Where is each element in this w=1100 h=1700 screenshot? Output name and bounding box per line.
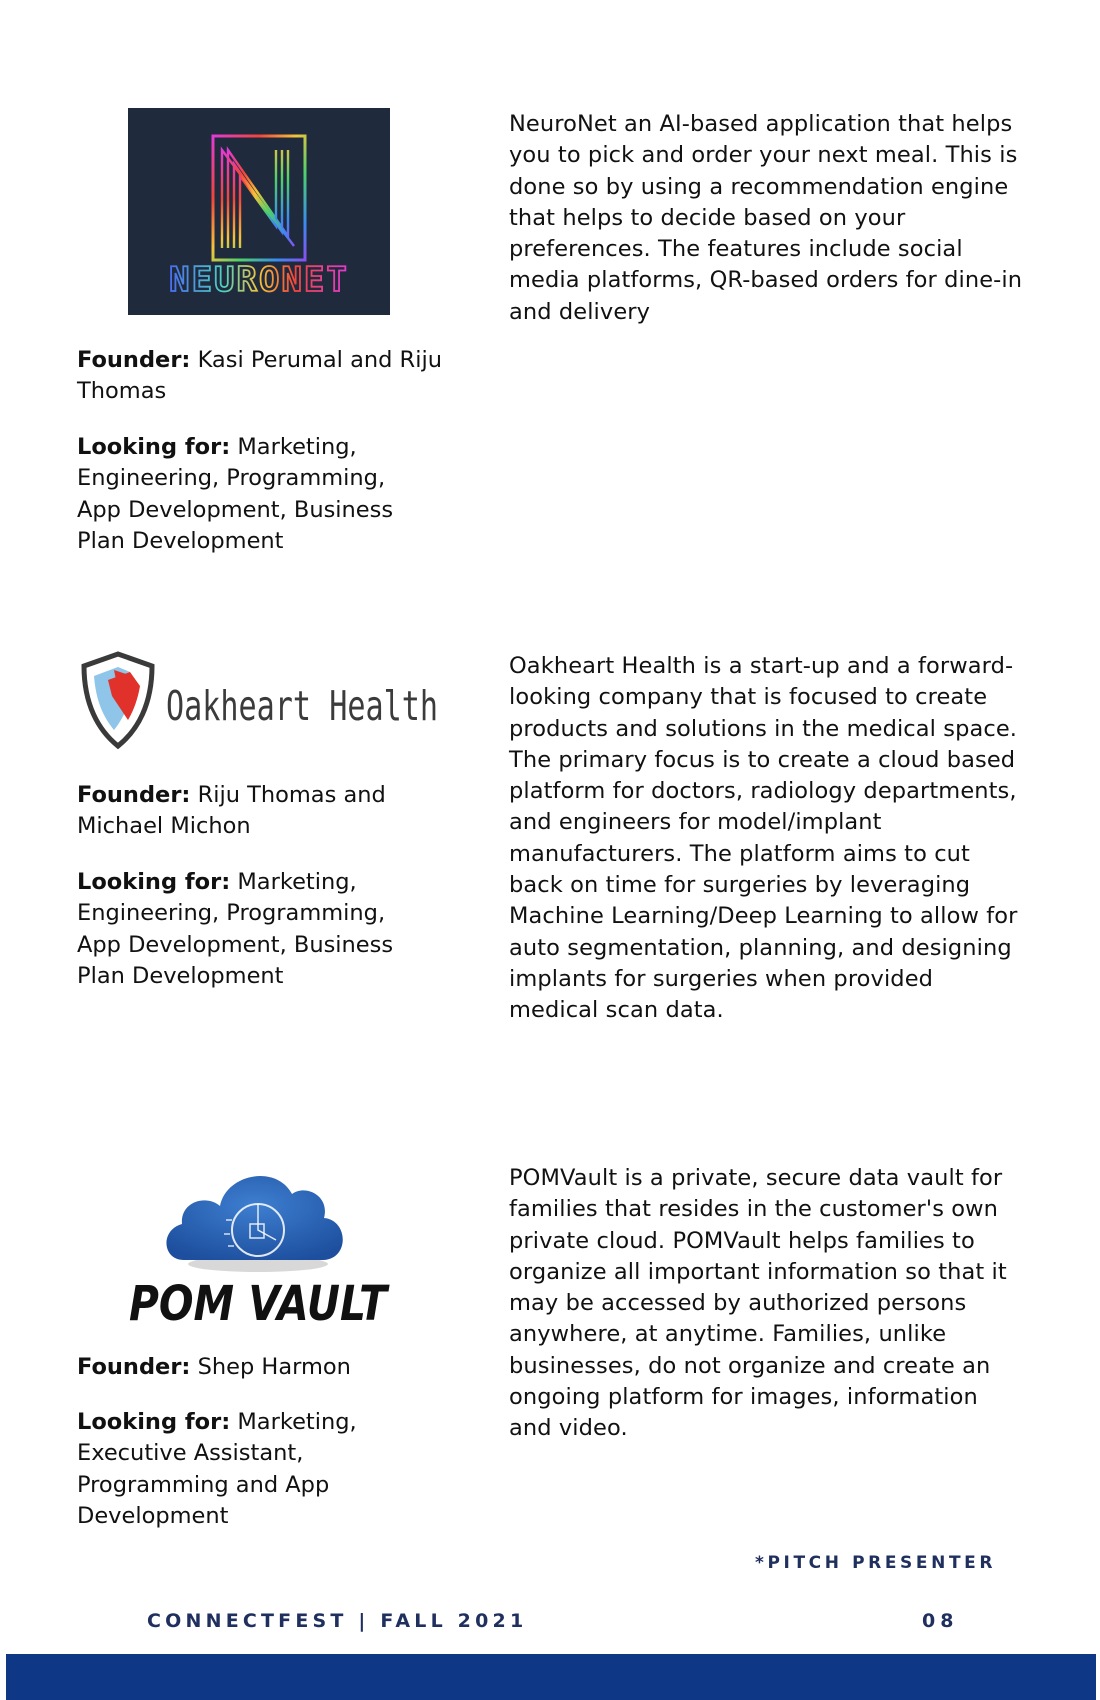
founder-label: Founder: (77, 347, 191, 373)
looking-for-label: Looking for: (77, 1409, 231, 1435)
neuronet-logo (128, 108, 390, 315)
footer-bar (6, 1654, 1096, 1700)
pomvault-description: POMVault is a private, secure data vault for families that resides in the customer's own private cloud. POMVault helps families to organize all important information so that it may be accessed by authorized persons anywhere, at anytime. Families, unlike businesses, do not organize and create an ongoing platform for images, information and video. (509, 1165, 1007, 1442)
founder-names: Shep Harmon (190, 1354, 351, 1380)
looking-for-label: Looking for: (77, 434, 231, 460)
founder-label: Founder: (77, 782, 191, 808)
looking-for-roles: Marketing, Engineering, Programming, App Development, Business Plan Development (77, 869, 394, 989)
cloud-icon (166, 1176, 342, 1272)
pomvault-wordmark: POM VAULT (129, 1276, 390, 1332)
oakheart-looking-for (77, 867, 427, 992)
neuronet-founder (77, 345, 477, 408)
neuronet-looking-for (77, 432, 427, 557)
neuronet-wordmark: NEURONET (169, 260, 349, 300)
pomvault-logo (126, 1160, 391, 1332)
oakheart-wordmark: Oakheart Health (166, 682, 438, 730)
oakheart-founder (77, 780, 407, 843)
pomvault-looking-for (77, 1407, 377, 1532)
oakheart-logo (78, 652, 443, 748)
shield-icon (84, 654, 152, 746)
pitch-presenter-note: *PITCH PRESENTER (755, 1553, 997, 1573)
founder-names: Kasi Perumal and Riju Thomas (77, 347, 442, 405)
pomvault-founder (77, 1352, 477, 1383)
looking-for-label: Looking for: (77, 869, 231, 895)
oakheart-description: Oakheart Health is a start-up and a forward-looking company that is focused to create products and solutions in the medical space. The primary focus is to create a cloud based platform for doctors, radiology departments, and engineers for model/implant manufacturers. The platform aims to cut back on time for surgeries by leveraging Machine Learning/Deep Learning to allow for auto segmentation, planning, and designing implants for surgeries when provided medical scan data. (509, 653, 1018, 1024)
event-footer: CONNECTFEST | FALL 2021 (147, 1610, 528, 1632)
neuronet-description: NeuroNet an AI-based application that helps you to pick and order your next meal. This is done so by using a recommendation engine that helps to decide based on your preferences. The features include social media platforms, QR-based orders for dine-in and delivery (509, 111, 1023, 325)
page-number: 08 (922, 1610, 959, 1632)
looking-for-roles: Marketing, Executive Assistant, Programming and App Development (77, 1409, 357, 1529)
founder-names: Riju Thomas and Michael Michon (77, 782, 386, 840)
looking-for-roles: Marketing, Engineering, Programming, App Development, Business Plan Development (77, 434, 394, 554)
founder-label: Founder: (77, 1354, 191, 1380)
